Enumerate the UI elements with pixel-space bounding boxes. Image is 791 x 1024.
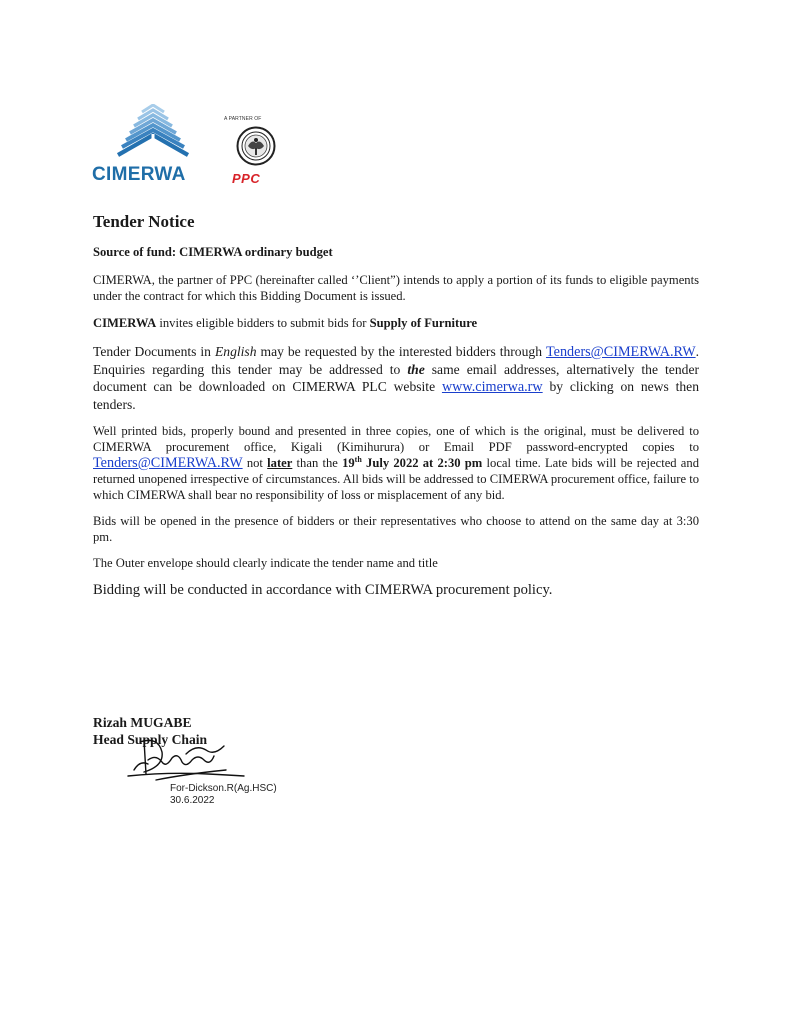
language: English (214, 344, 257, 359)
org-name: CIMERWA (93, 316, 157, 330)
client-paragraph: CIMERWA, the partner of PPC (hereinafter called ‘’Client”) intends to apply a portion of its funds to eligible payments under the contract for which this Bidding Document is issued. (93, 273, 699, 303)
deadline-rest: July 2022 at 2:30 pm (361, 456, 483, 470)
deadline (342, 456, 482, 470)
documents-text-3: . Enquiries regarding this tender may be addressed to (93, 344, 699, 377)
signature-note-date: 30.6.2022 (170, 795, 215, 806)
later-emphasis: later (267, 456, 293, 470)
documents-text-2: may be requested by the interested bidders through (256, 344, 546, 359)
deadline-day: 19 (342, 456, 355, 470)
ppc-logo (224, 116, 288, 192)
signer-name: Rizah MUGABE (93, 715, 192, 730)
submission-text-1: Well printed bids, properly bound and presented in three copies, one of which is the original, must be delivered to CIMERWA procurement office, Kigali (Kimihurura) or Email PDF password-encrypted copies to (93, 424, 699, 454)
submission-text-3: than the (292, 456, 343, 470)
cimerwa-chevron-icon (116, 104, 190, 164)
website-link[interactable]: www.cimerwa.rw (441, 379, 543, 395)
cimerwa-logo (92, 104, 214, 192)
tender-subject: Supply of Furniture (369, 316, 478, 330)
opening-paragraph: Bids will be opened in the presence of bidders or their representatives who choose to attend on the same day at 3:30 pm. (93, 514, 699, 544)
envelope-paragraph: The Outer envelope should clearly indicate the tender name and title (93, 556, 438, 570)
the-emphasis: the (407, 362, 425, 377)
handwritten-signature (126, 730, 248, 786)
source-of-fund: Source of fund: CIMERWA ordinary budget (93, 245, 333, 259)
documents-text-4: same email addresses, alternatively the tender document can be downloaded on CIMERWA PLC website (93, 362, 699, 394)
documents-text-1: Tender Documents in (93, 344, 215, 359)
signature-note-line1: For-Dickson.R(Ag.HSC) (170, 783, 277, 794)
submission-email-link[interactable]: Tenders@CIMERWA.RW (93, 455, 243, 471)
policy-paragraph: Bidding will be conducted in accordance with CIMERWA procurement policy. (93, 582, 553, 598)
ppc-seal-icon (236, 126, 276, 166)
deadline-day-suffix: th (354, 454, 362, 464)
submission-text-4: local time. Late bids will be rejected and returned unopened irrespective of circumstances. All bids will be addressed to CIMERWA procurement office, failure to which CIMERWA shall bear no responsibility of loss or misplacement of any bid. (93, 456, 699, 502)
partner-of-label: A PARTNER OF (224, 116, 262, 122)
submission-paragraph (93, 423, 699, 503)
page-title: Tender Notice (93, 212, 195, 231)
ppc-logo-text: PPC (232, 171, 261, 186)
tenders-email-link[interactable]: Tenders@CIMERWA.RW (545, 344, 696, 360)
tender-notice-body (93, 212, 699, 599)
cimerwa-logo-text: CIMERWA (92, 164, 186, 185)
documents-text-5: by clicking on news then tenders. (93, 379, 700, 412)
signer-position: Head Supply Chain (93, 732, 208, 747)
documents-paragraph (93, 343, 699, 413)
invitation-paragraph (93, 315, 699, 331)
invitation-text: invites eligible bidders to submit bids for (156, 316, 370, 330)
signature-note (170, 783, 277, 807)
submission-text-2: not (242, 456, 268, 470)
